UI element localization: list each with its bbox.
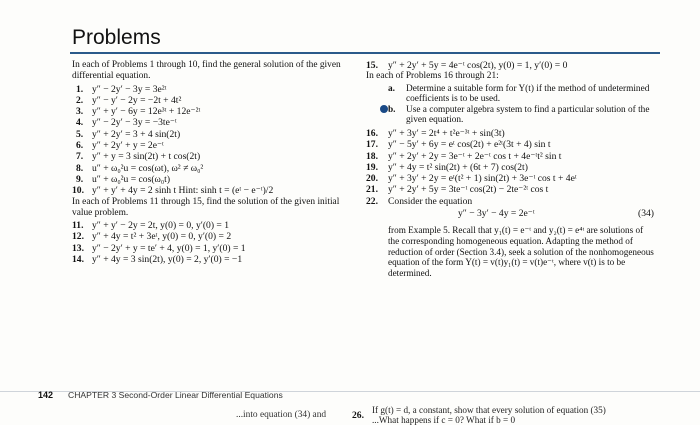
- problem-15: 15. y″ + 2y′ + 5y = 4e⁻ᵗ cos(2t), y(0) = 1, y′(0) = 0: [366, 60, 568, 71]
- problem-20: 20. y″ + 3y′ + 2y = eᵗ(t² + 1) sin(2t) + 3e⁻ᵗ cos t + 4eᵗ: [366, 173, 577, 185]
- problem-6: 6. y″ + 2y′ + y = 2e⁻ᵗ: [76, 140, 164, 152]
- page-title: Problems: [72, 26, 161, 49]
- problem-19: 19. y″ + 4y = t² sin(2t) + (6t + 7) cos(2t): [366, 161, 528, 173]
- problem-3: 3. y″ + y′ − 6y = 12e³ᵗ + 12e⁻²ᵗ: [76, 106, 201, 118]
- title-rule: [70, 52, 660, 54]
- problem-11: 11. y″ + y′ − 2y = 2t, y(0) = 0, y′(0) = 1: [72, 220, 230, 232]
- problem-26-number: 26.: [352, 410, 364, 421]
- problem-9: 9. u″ + ω₀²u = cos(ω₀t): [76, 173, 171, 185]
- chapter-heading: CHAPTER 3 Second-Order Linear Differential Equations: [68, 390, 283, 400]
- instructions-1-10: In each of Problems 1 through 10, find the general solution of the given differential equation.: [72, 60, 341, 82]
- problem-13: 13. y″ − 2y′ + y = te′ + 4, y(0) = 1, y′(0) = 1: [72, 242, 246, 254]
- problem-7: 7. y″ + y = 3 sin(2t) + t cos(2t): [76, 151, 201, 163]
- problem-22-paragraph: from Example 5. Recall that y₁(t) = e⁻ᵗ and y₂(t) = e⁴ᵗ are solutions of the corresponding homogeneous equation. Adapting the method of reduction of order (Section 3.4), seek a solution of the nonhomogeneous equation of the form Y(t) = v(t)y₁(t) = v(t)e⁻ᵗ, where v(t) is to be determined.: [388, 225, 654, 279]
- instructions-11-15: In each of Problems 11 through 15, find the solution of the given initial value problem.: [72, 196, 340, 218]
- subpart-a: a. Determine a suitable form for Y(t) if the method of undetermined coefficients is to be used.: [388, 83, 650, 105]
- computer-algebra-icon: [380, 105, 388, 113]
- problem-14: 14. y″ + 4y = 3 sin(2t), y(0) = 2, y′(0) = −1: [72, 254, 243, 266]
- equation-34-body: y″ − 3y′ − 4y = 2e⁻ᵗ: [458, 208, 535, 220]
- problem-1: 1. y″ − 2y′ − 3y = 3e²ᵗ: [76, 83, 167, 95]
- left-column: [72, 60, 357, 265]
- problem-21: 21. y″ + 2y′ + 5y = 3te⁻ᵗ cos(2t) − 2te⁻²ᵗ cos t: [366, 184, 549, 196]
- equation-34: [366, 208, 656, 221]
- problem-list-1-10: [72, 84, 357, 197]
- problem-list-11-14: [72, 220, 357, 265]
- problem-22: 22. Consider the equation: [366, 195, 473, 207]
- problem-16: 16. y″ + 3y′ = 2t⁴ + t²e⁻³ᵗ + sin(3t): [366, 127, 505, 139]
- equation-34-number: (34): [638, 208, 654, 220]
- right-column: [366, 60, 656, 279]
- problem-18: 18. y″ + 2y′ + 2y = 3e⁻ᵗ + 2e⁻ᵗ cos t + 4e⁻ᵗt² sin t: [366, 150, 562, 162]
- problem-26-text: [372, 405, 606, 425]
- problem-10: 10. y″ + y′ + 4y = 2 sinh t Hint: sinh t = (eᵗ − e⁻ᵗ)/2: [72, 185, 274, 197]
- problem-12: 12. y″ + 4y = t² + 3eᵗ, y(0) = 0, y′(0) = 2: [72, 231, 232, 243]
- problem-list-16-21: [366, 128, 656, 196]
- problem-8: 8. u″ + ω₀²u = cos(ωt), ω² ≠ ω₀²: [76, 162, 204, 174]
- instructions-16-21: In each of Problems 16 through 21:: [366, 71, 499, 82]
- subpart-b: b. Use a computer algebra system to find a particular solution of the given equation.: [366, 105, 656, 126]
- cut-off-text-left: ...into equation (34) and: [236, 410, 327, 420]
- problem-17: 17. y″ − 5y′ + 6y = eᵗ cos(2t) + e²ᵗ(3t + 4) sin t: [366, 139, 551, 151]
- problem-26-line-2: ...What happens if c = 0? What if b = 0: [372, 415, 516, 425]
- page-number: 142: [38, 390, 54, 400]
- problem-5: 5. y″ + 2y′ = 3 + 4 sin(2t): [76, 128, 181, 140]
- problem-26-line-1: If g(t) = d, a constant, show that every solution of equation (35): [372, 405, 606, 415]
- problem-4: 4. y″ − 2y′ − 3y = −3te⁻ᵗ: [76, 117, 177, 129]
- problem-2: 2. y″ − y′ − 2y = −2t + 4t²: [76, 94, 182, 106]
